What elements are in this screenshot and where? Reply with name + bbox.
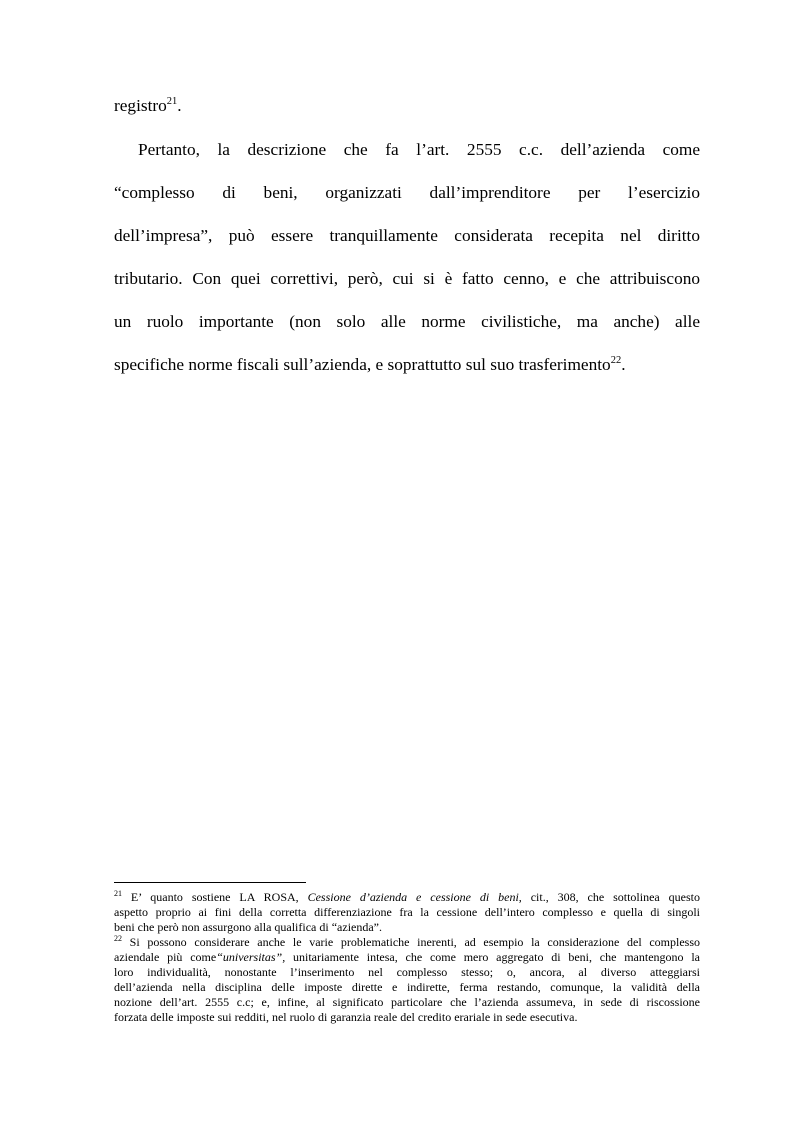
- footnote-21-line-2: aspetto proprio ai fini della corretta differenziazione fra la cessione dell’intero complesso e quella di singoli: [114, 905, 700, 919]
- body-text: registro: [114, 96, 167, 115]
- body-line-2: Pertanto, la descrizione che fa l’art. 2555 c.c. dell’azienda come: [138, 140, 700, 159]
- footnote-21-line-3: beni che però non assurgono alla qualifica di “azienda”.: [114, 920, 383, 934]
- footnote-22-line-5: nozione dell’art. 2555 c.c; e, infine, al significato particolare che l’azienda assumeva, in sede di riscossione: [114, 995, 700, 1009]
- footnote-text: unitariamente intesa, che come mero aggregato di beni, che mantengono la: [285, 950, 700, 964]
- footnote-separator: [114, 882, 306, 883]
- body-line-4: dell’impresa”, può essere tranquillamente considerata recepita nel diritto: [114, 226, 700, 245]
- footnote-text: aziendale più come: [114, 950, 217, 964]
- body-line-3: “complesso di beni, organizzati dall’imprenditore per l’esercizio: [114, 183, 700, 202]
- body-punct: .: [621, 355, 626, 374]
- footnote-text: cit., 308, che sottolinea questo: [521, 890, 700, 904]
- footnote-21-line-1: [114, 890, 700, 904]
- footnote-22-line-6: forzata delle imposte sui redditi, nel ruolo di garanzia reale del credito erariale in sede esecutiva.: [114, 1010, 578, 1024]
- cited-title: Cessione d’azienda e cessione di beni,: [307, 890, 522, 904]
- footnote-number-21: 21: [114, 889, 122, 898]
- footnote-22-line-3: loro individualità, nonostante l’inserimento nel complesso stesso; o, ancora, al diverso atteggiarsi: [114, 965, 700, 979]
- body-line-1: [114, 95, 700, 117]
- body-text: specifiche norme fiscali sull’azienda, e soprattutto sul suo trasferimento: [114, 355, 611, 374]
- body-line-5: tributario. Con quei correttivi, però, cui si è fatto cenno, e che attribuiscono: [114, 269, 700, 288]
- footnote-22-line-4: dell’azienda nella disciplina delle imposte dirette e indirette, ferma restando, comunque, la validità della: [114, 980, 700, 994]
- footnote-text: Si possono considerare anche le varie problematiche inerenti, ad esempio la considerazione del complesso: [122, 935, 700, 949]
- footnote-ref-22[interactable]: 22: [610, 355, 622, 366]
- body-line-7: [114, 354, 700, 376]
- cited-term: “universitas”,: [216, 950, 286, 964]
- body-line-6: un ruolo importante (non solo alle norme civilistiche, ma anche) alle: [114, 312, 700, 331]
- footnote-number-22: 22: [114, 934, 122, 943]
- footnote-text: E’ quanto sostiene LA ROSA,: [122, 890, 308, 904]
- footnote-22-line-1: [114, 935, 700, 949]
- footnote-ref-21[interactable]: 21: [166, 96, 178, 107]
- body-punct: .: [177, 96, 182, 115]
- footnote-22-line-2: [114, 950, 700, 964]
